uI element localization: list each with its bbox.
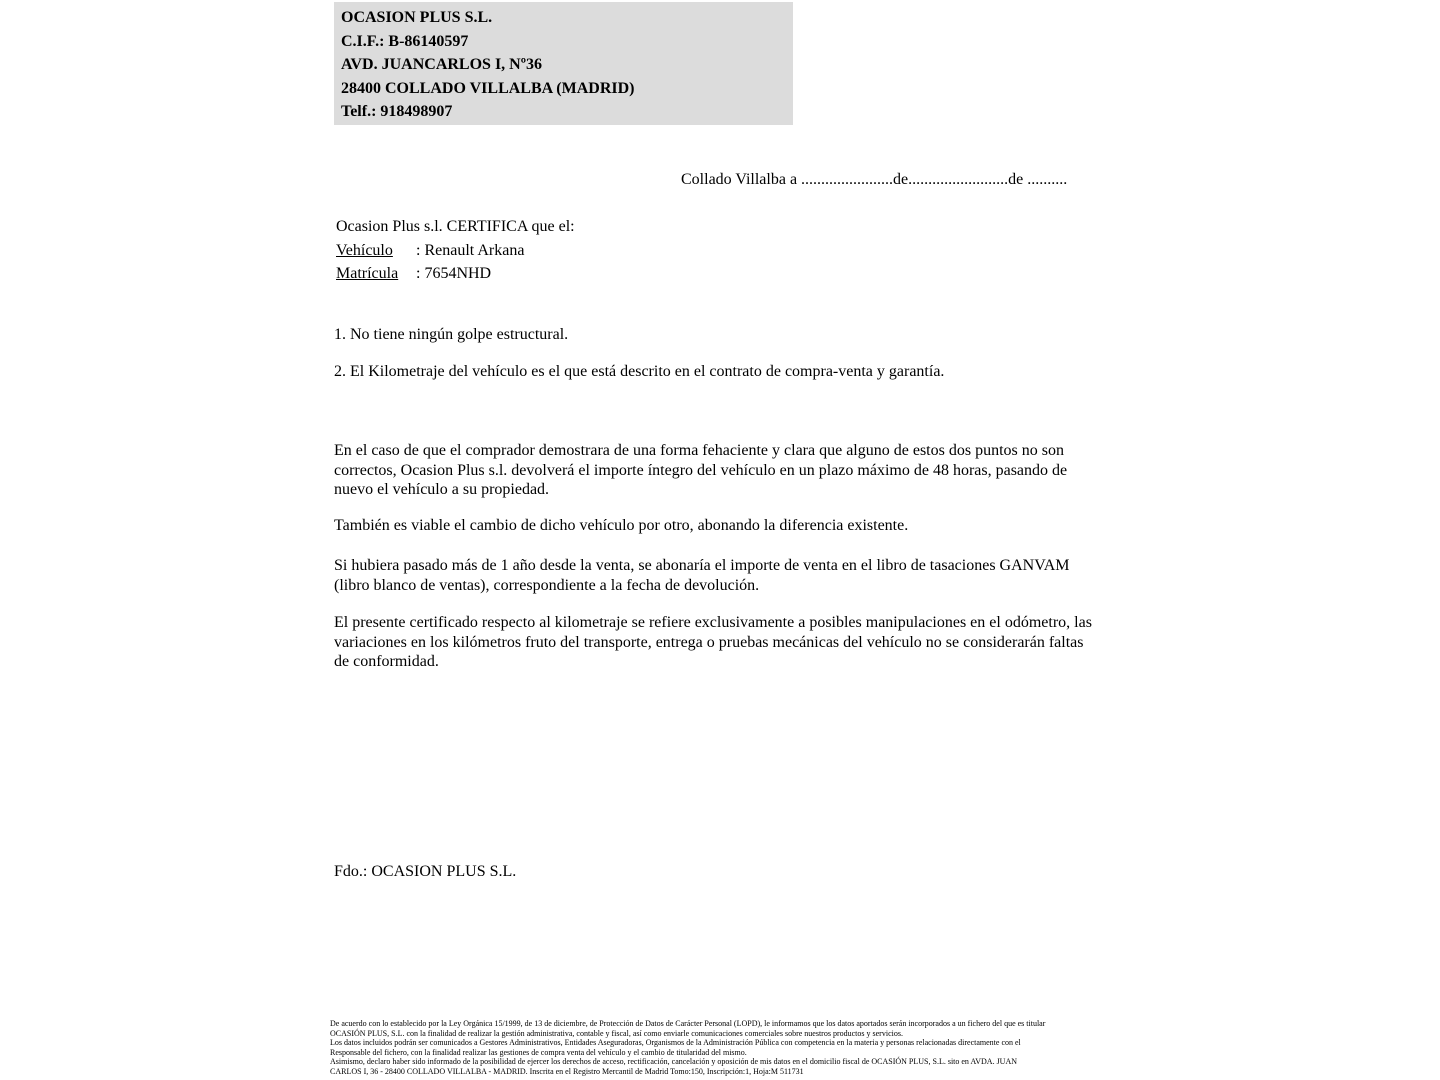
legal-footer-line: OCASIÓN PLUS, S.L. con la finalidad de realizar la gestión administrativa, contable y fiscal, así como enviarle comunicaciones comerciales sobre nuestros productos y servicios. — [330, 1028, 903, 1038]
paragraph-ganvam: Si hubiera pasado más de 1 año desde la venta, se abonaría el importe de venta en el libro de tasaciones GANVAM (libro blanco de ventas), correspondiente a la fecha de devolución. — [334, 557, 1070, 594]
clause-no-structural-damage: 1. No tiene ningún golpe estructural. — [334, 326, 569, 343]
company-address: AVD. JUANCARLOS I, Nº36 — [341, 56, 543, 74]
plate-row — [336, 262, 575, 286]
legal-footer-line: De acuerdo con lo establecido por la Ley Orgánica 15/1999, de 13 de diciembre, de Protección de Datos de Carácter Personal (LOPD), le informamos que los datos aportados serán incorporados a un fichero del que es titular — [330, 1019, 1046, 1028]
paragraph-refund: En el caso de que el comprador demostrara de una forma fehaciente y clara que alguno de estos dos puntos no son correctos, Ocasion Plus s.l. devolverá el importe íntegro del vehículo en un plazo máximo de 48 horas, pasando de nuevo el vehículo a su propiedad. — [334, 442, 1068, 499]
vehicle-row — [336, 239, 575, 263]
company-header-box — [334, 2, 793, 125]
legal-footer-line: Asimismo, declaro haber sido informado de la posibilidad de ejercer los derechos de acceso, rectificación, cancelación y oposición de mis datos en el domicilio fiscal de OCASIÓN PLUS, S.L. sito en AVDA. JUAN — [330, 1057, 1018, 1067]
certification-block — [336, 215, 575, 286]
date-line: Collado Villalba a .......................de.........................de .......... — [681, 171, 1068, 188]
clause-mileage: 2. El Kilometraje del vehículo es el que está descrito en el contrato de compra-venta y garantía. — [334, 363, 945, 380]
company-cif: C.I.F.: B-86140597 — [341, 32, 469, 50]
company-city: 28400 COLLADO VILLALBA (MADRID) — [341, 79, 635, 97]
legal-footer-line: Responsable del fichero, con la finalidad realizar las gestiones de compra venta del vehículo y el cambio de titularidad del mismo. — [330, 1047, 747, 1057]
paragraph-exchange: También es viable el cambio de dicho vehículo por otro, abonando la diferencia existente. — [334, 517, 909, 534]
legal-footer — [330, 1019, 1045, 1077]
plate-value: : 7654NHD — [416, 265, 492, 282]
certification-intro: Ocasion Plus s.l. CERTIFICA que el: — [336, 218, 575, 235]
company-name: OCASION PLUS S.L. — [341, 9, 493, 26]
legal-footer-line: CARLOS I, 36 - 28400 COLLADO VILLALBA - MADRID. Inscrita en el Registro Mercantil de Madrid Tomo:150, Inscripción:1, Hoja:M 511731 — [330, 1066, 804, 1076]
paragraph-odometer: El presente certificado respecto al kilometraje se refiere exclusivamente a posibles manipulaciones en el odómetro, las variaciones en los kilómetros fruto del transporte, entrega o pruebas mecánicas del vehículo no se considerarán faltas de conformidad. — [334, 614, 1092, 671]
vehicle-value: : Renault Arkana — [416, 241, 525, 259]
vehicle-label: Vehículo — [336, 241, 393, 259]
company-phone: Telf.: 918498907 — [341, 103, 453, 121]
plate-label: Matrícula — [336, 265, 399, 282]
signature-line: Fdo.: OCASION PLUS S.L. — [334, 863, 517, 880]
legal-footer-line: Los datos incluidos podrán ser comunicados a Gestores Administrativos, Entidades Aseguradoras, Organismos de la Administración Pública con competencia en la materia y personas relacionadas directamente con el — [330, 1038, 1021, 1048]
